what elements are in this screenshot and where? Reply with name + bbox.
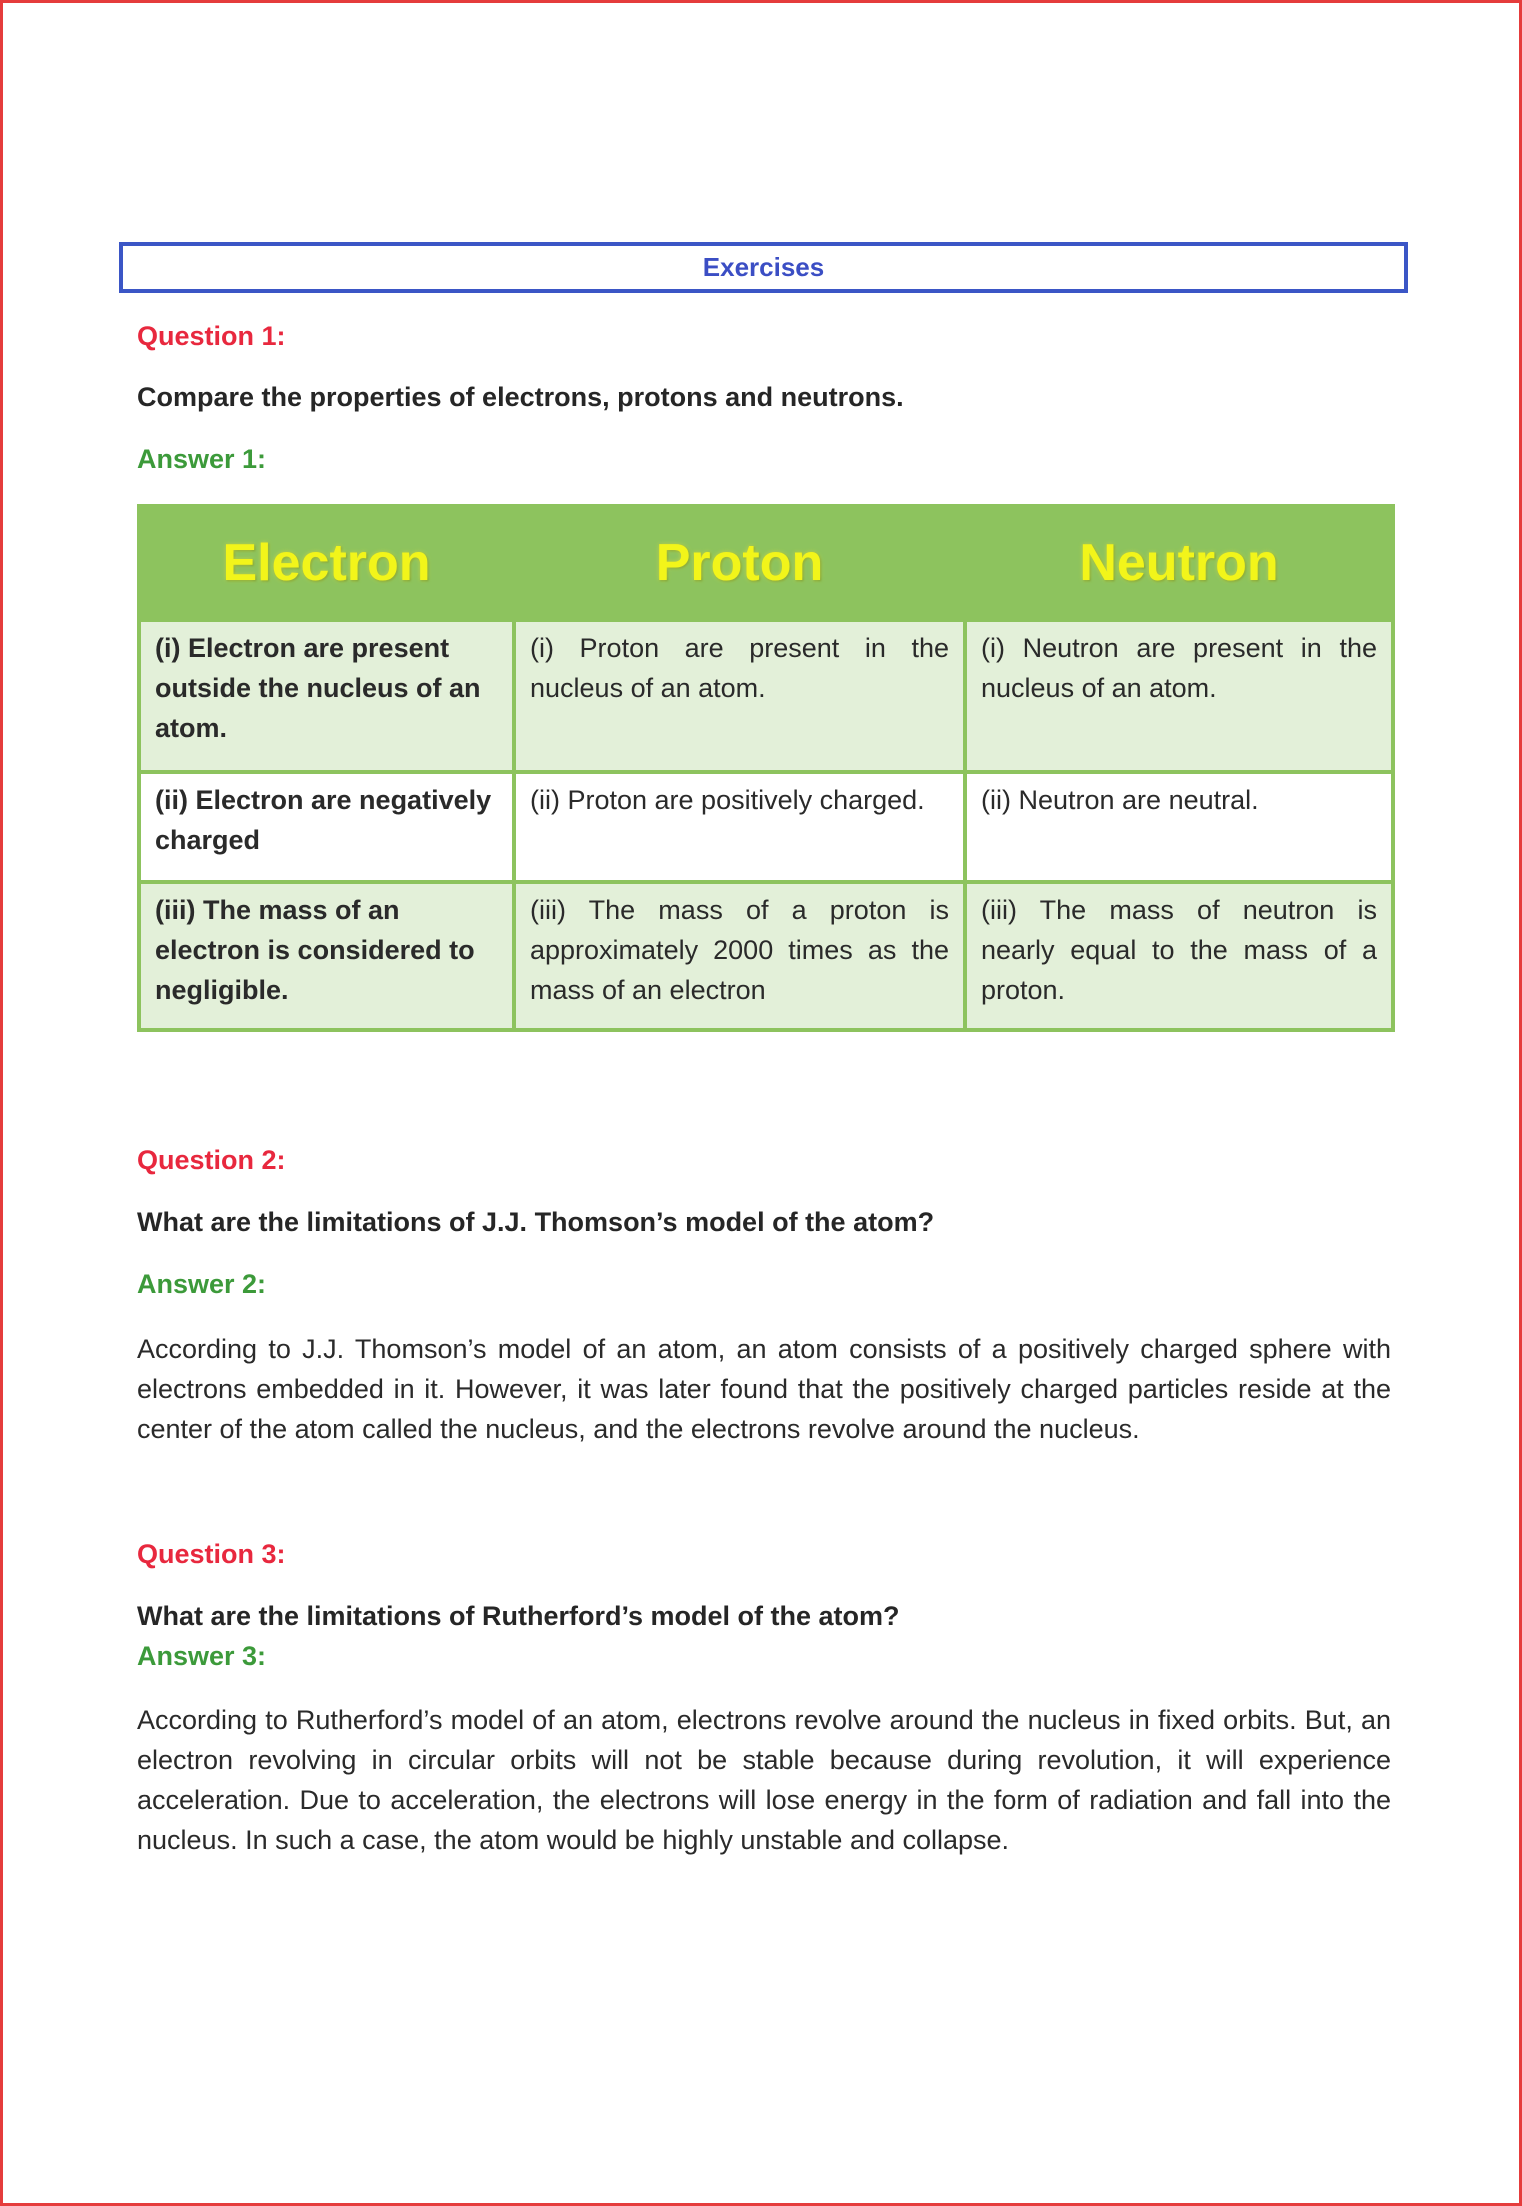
- header-electron: Electron: [139, 506, 514, 620]
- question-1-label: Question 1:: [137, 321, 286, 351]
- question-3-text: What are the limitations of Rutherford’s model of the atom?: [137, 1601, 900, 1631]
- table-row: [139, 620, 1393, 772]
- header-neutron: Neutron: [965, 506, 1393, 620]
- table-cell: (i) Electron are present outside the nucleus of an atom.: [139, 620, 514, 772]
- table-cell: (ii) Proton are positively charged.: [514, 772, 965, 882]
- header-proton: Proton: [514, 506, 965, 620]
- table-cell: (ii) Electron are negatively charged: [139, 772, 514, 882]
- comparison-table: [137, 504, 1395, 1032]
- table-row: [139, 772, 1393, 882]
- table-cell: (i) Neutron are present in the nucleus of an atom.: [965, 620, 1393, 772]
- table-row: [139, 882, 1393, 1030]
- answer-3-label: Answer 3:: [137, 1641, 267, 1671]
- table-cell: (i) Proton are present in the nucleus of an atom.: [514, 620, 965, 772]
- table-cell: (iii) The mass of an electron is considered to negligible.: [139, 882, 514, 1030]
- question-3-label: Question 3:: [137, 1539, 286, 1569]
- question-1-text: Compare the properties of electrons, protons and neutrons.: [137, 382, 904, 412]
- table-cell: (ii) Neutron are neutral.: [965, 772, 1393, 882]
- answer-2-text: According to J.J. Thomson’s model of an atom, an atom consists of a positively charged sphere with electrons embedded in it. However, it was later found that the positively charged particles reside at the center of the atom called the nucleus, and the electrons revolve around the nucleus.: [137, 1334, 1391, 1444]
- question-2-text: What are the limitations of J.J. Thomson’s model of the atom?: [137, 1207, 935, 1237]
- table-cell: (iii) The mass of neutron is nearly equal to the mass of a proton.: [965, 882, 1393, 1030]
- answer-2-label: Answer 2:: [137, 1269, 267, 1299]
- table-header-row: [139, 506, 1393, 620]
- answer-1-label: Answer 1:: [137, 444, 267, 474]
- answer-3-text: According to Rutherford’s model of an atom, electrons revolve around the nucleus in fixed orbits. But, an electron revolving in circular orbits will not be stable because during revolution, it will experience acceleration. Due to acceleration, the electrons will lose energy in the form of radiation and fall into the nucleus. In such a case, the atom would be highly unstable and collapse.: [137, 1705, 1391, 1855]
- exercises-heading: Exercises: [119, 242, 1408, 293]
- table-cell: (iii) The mass of a proton is approximately 2000 times as the mass of an electron: [514, 882, 965, 1030]
- question-2-label: Question 2:: [137, 1145, 286, 1175]
